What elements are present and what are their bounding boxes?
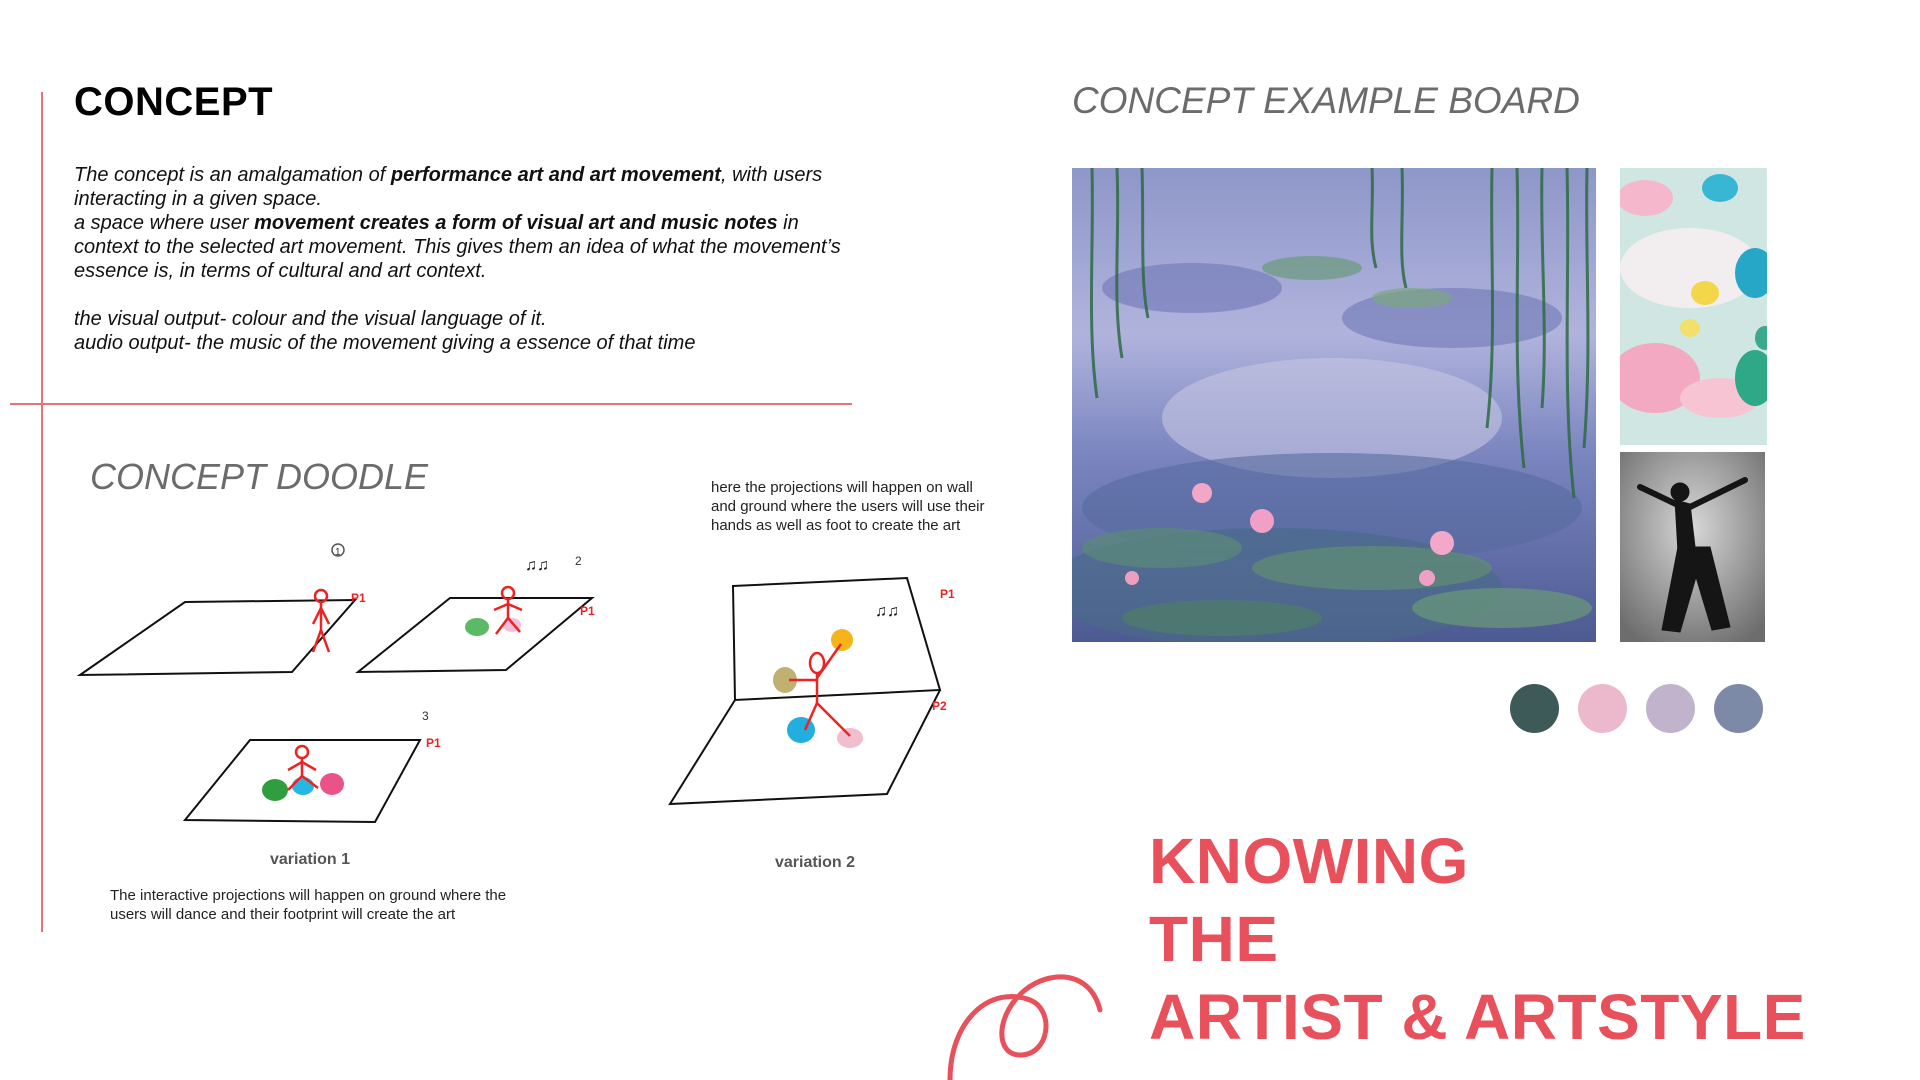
- dancer-photo-art: [1620, 452, 1765, 642]
- variation-1-drawing: [70, 540, 630, 830]
- variation-2-drawing: [655, 568, 965, 838]
- variation-2-sketch: [655, 568, 965, 838]
- section-divider: [10, 403, 852, 405]
- svg-text:P1: P1: [426, 736, 441, 750]
- concept-paragraph-2: a space where user movement creates a form of visual art and music notes in context to the selected art movement. This gives them an idea of what the movement’s essence is, in terms of cultural and art context.: [74, 212, 841, 282]
- concept-paragraph-1: The concept is an amalgamation of performance art and art movement, with users interacting in a given space.: [74, 164, 823, 210]
- variation-1-caption: variation 1: [269, 851, 351, 868]
- dancer-photo: [1620, 452, 1765, 642]
- knowing-the-artist-headline: [1149, 822, 1806, 1056]
- decorative-swirl-icon: [940, 960, 1120, 1080]
- palette-swatch-4: [1714, 684, 1763, 733]
- svg-text:P1: P1: [351, 591, 366, 605]
- concept-audio-output: audio output- the music of the movement giving a essence of that time: [74, 332, 696, 354]
- paint-texture-image: [1620, 168, 1767, 445]
- figure-1-icon: [313, 590, 329, 652]
- svg-text:P2: P2: [932, 699, 947, 713]
- variation-2-caption: variation 2: [774, 854, 856, 871]
- concept-example-board-title: CONCEPT EXAMPLE BOARD: [1072, 80, 1580, 121]
- variation-2-note: here the projections will happen on wall and ground where the users will use their hands as well as foot to create the art: [711, 479, 985, 534]
- concept-description: [74, 163, 854, 355]
- concept-title: CONCEPT: [74, 80, 274, 124]
- palette-swatch-1: [1510, 684, 1559, 733]
- headline-line-2: THE: [1149, 903, 1279, 975]
- paint-texture-art: [1620, 168, 1767, 445]
- svg-text:3: 3: [422, 709, 429, 723]
- water-lilies-painting: [1072, 168, 1596, 642]
- scene-1-number: 1: [335, 547, 341, 558]
- svg-text:P1: P1: [940, 587, 955, 601]
- svg-text:2: 2: [575, 554, 582, 568]
- left-accent-line: [41, 92, 43, 932]
- water-lilies-painting-art: [1072, 168, 1596, 642]
- music-notes-icon: ♫♫: [875, 603, 899, 620]
- headline-line-1: KNOWING: [1149, 825, 1469, 897]
- palette-swatch-2: [1578, 684, 1627, 733]
- palette-swatch-3: [1646, 684, 1695, 733]
- headline-line-3: ARTIST & ARTSTYLE: [1149, 981, 1806, 1053]
- concept-doodle-title: CONCEPT DOODLE: [90, 456, 429, 497]
- variation-1-sketch: [70, 540, 630, 830]
- variation-1-note: The interactive projections will happen on ground where the users will dance and their footprint will create the art: [110, 887, 507, 923]
- concept-visual-output: the visual output- colour and the visual language of it.: [74, 308, 547, 330]
- svg-text:P1: P1: [580, 604, 595, 618]
- music-notes-icon: ♫♫: [525, 557, 549, 574]
